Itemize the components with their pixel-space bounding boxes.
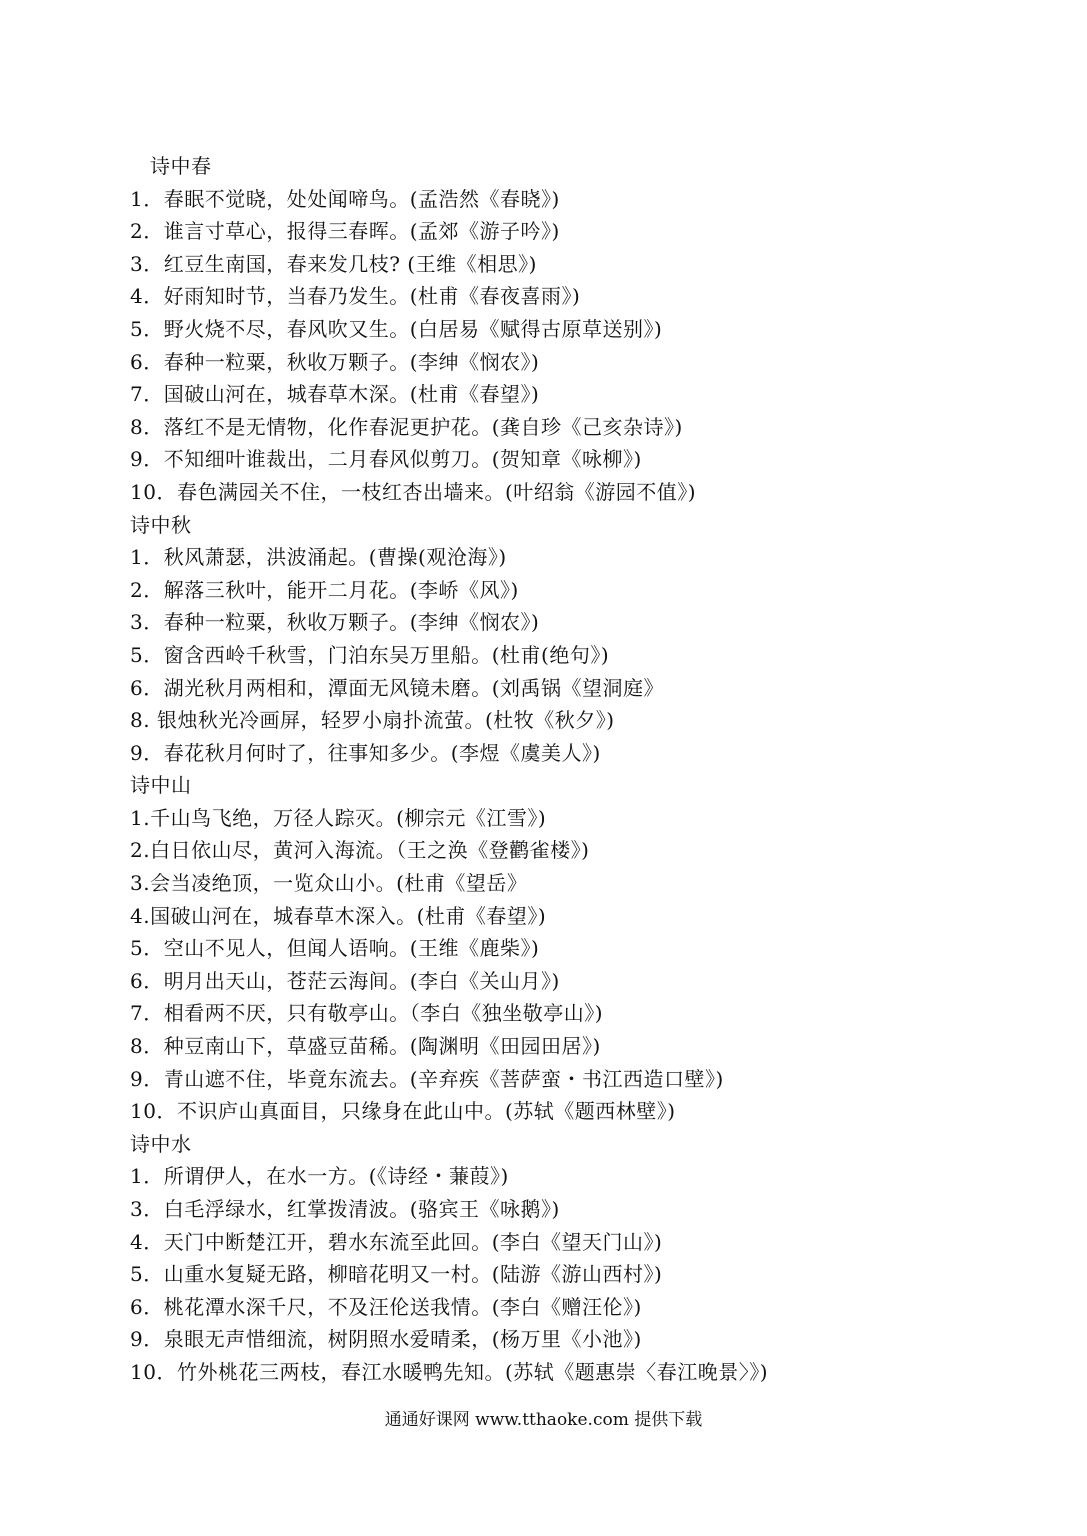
poem-line: 4．好雨知时节，当春乃发生。(杜甫《春夜喜雨》) bbox=[130, 284, 581, 309]
poem-line: 1．春眠不觉晓，处处闻啼鸟。(孟浩然《春晓》) bbox=[130, 186, 560, 211]
poem-line: 9．不知细叶谁裁出，二月春风似剪刀。(贺知章《咏柳》) bbox=[130, 447, 642, 472]
poem-line: 10．春色满园关不住，一枝红杏出墙来。(叶绍翁《游园不值》) bbox=[130, 479, 697, 504]
poem-line: 8．种豆南山下，草盛豆苗稀。(陶渊明《田园田居》) bbox=[130, 1034, 601, 1059]
poem-line: 3．春种一粒粟，秋收万颗子。(李绅《悯农》) bbox=[130, 610, 540, 635]
poem-line: 10．不识庐山真面目，只缘身在此山中。(苏轼《题西林壁》) bbox=[130, 1099, 676, 1124]
poem-line: 3．白毛浮绿水，红掌拨清波。(骆宾王《咏鹅》) bbox=[130, 1197, 560, 1221]
poem-line: 5．野火烧不尽，春风吹又生。(白居易《赋得古原草送别》) bbox=[130, 316, 663, 341]
poem-line: 6．湖光秋月两相和，潭面无风镜未磨。(刘禹锅《望洞庭》 bbox=[130, 675, 665, 700]
poem-line: 6．春种一粒粟，秋收万颗子。(李绅《悯农》) bbox=[130, 349, 540, 374]
poem-line: 8．落红不是无情物，化作春泥更护花。(龚自珍《己亥杂诗》) bbox=[130, 414, 683, 439]
poem-line: 10．竹外桃花三两枝，春江水暖鸭先知。(苏轼《题惠崇〈春江晚景〉》) bbox=[130, 1359, 769, 1384]
poem-line: 9．春花秋月何时了，往事知多少。(李煜《虞美人》) bbox=[130, 740, 601, 765]
poem-line: 5．山重水复疑无路，柳暗花明又一村。(陆游《游山西村》) bbox=[130, 1262, 663, 1287]
poem-line: 5．空山不见人，但闻人语响。(王维《鹿柴》) bbox=[130, 936, 540, 961]
poem-line: 5．窗含西岭千秋雪，门泊东吴万里船。(杜甫(绝句》) bbox=[130, 642, 610, 667]
poem-line: 2．解落三秋叶，能开二月花。(李峤《风》) bbox=[130, 577, 519, 602]
poem-line: 7．国破山河在，城春草木深。(杜甫《春望》) bbox=[130, 382, 540, 407]
poem-line: 2．谁言寸草心，报得三春晖。(孟郊《游子吟》) bbox=[130, 219, 560, 244]
poem-line: 9．泉眼无声惜细流，树阴照水爱晴柔，(杨万里《小池》) bbox=[130, 1327, 642, 1352]
poem-line: 7．相看两不厌，只有敬亭山。（李白《独坐敬亭山》) bbox=[130, 1001, 604, 1026]
poem-line: 1.千山鸟飞绝，万径人踪灭。(柳宗元《江雪》) bbox=[130, 805, 547, 830]
poem-line: 4.国破山河在，城春草木深入。(杜甫《春望》) bbox=[130, 903, 547, 928]
poem-line: 6．桃花潭水深千尺，不及汪伦送我情。(李白《赠汪伦》) bbox=[130, 1294, 642, 1319]
poem-line: 2.白日依山尽，黄河入海流。（王之涣《登鹳雀楼》) bbox=[130, 838, 590, 863]
poem-line: 6．明月出天山，苍茫云海间。(李白《关山月》) bbox=[130, 968, 560, 993]
poem-line: 1．秋风萧瑟，洪波涌起。(曹操(观沧海》) bbox=[130, 545, 507, 570]
poem-line: 9．青山遮不住，毕竟东流去。(辛弃疾《菩萨蛮・书江西造口壁》) bbox=[130, 1066, 724, 1091]
poem-line: 3.会当凌绝顶，一览众山小。(杜甫《望岳》 bbox=[130, 871, 528, 896]
poem-line: 3．红豆生南国，春来发几枝? (王维《相思》) bbox=[130, 251, 537, 276]
page-footer: 通通好课网 www.tthaoke.com 提供下载 bbox=[384, 1410, 703, 1430]
section-heading-mountain: 诗中山 bbox=[130, 773, 192, 798]
section-heading-autumn: 诗中秋 bbox=[130, 512, 192, 537]
section-heading-water: 诗中水 bbox=[130, 1131, 192, 1156]
poem-line: 8. 银烛秋光冷画屏，轻罗小扇扑流萤。(杜牧《秋夕》) bbox=[130, 708, 615, 733]
section-heading-spring: 诗中春 bbox=[150, 154, 212, 178]
poem-line: 1．所谓伊人，在水一方。(《诗经・蒹葭》) bbox=[130, 1164, 509, 1189]
poem-line: 4．天门中断楚江开，碧水东流至此回。(李白《望天门山》) bbox=[130, 1229, 663, 1254]
poem-list bbox=[130, 150, 1030, 1389]
